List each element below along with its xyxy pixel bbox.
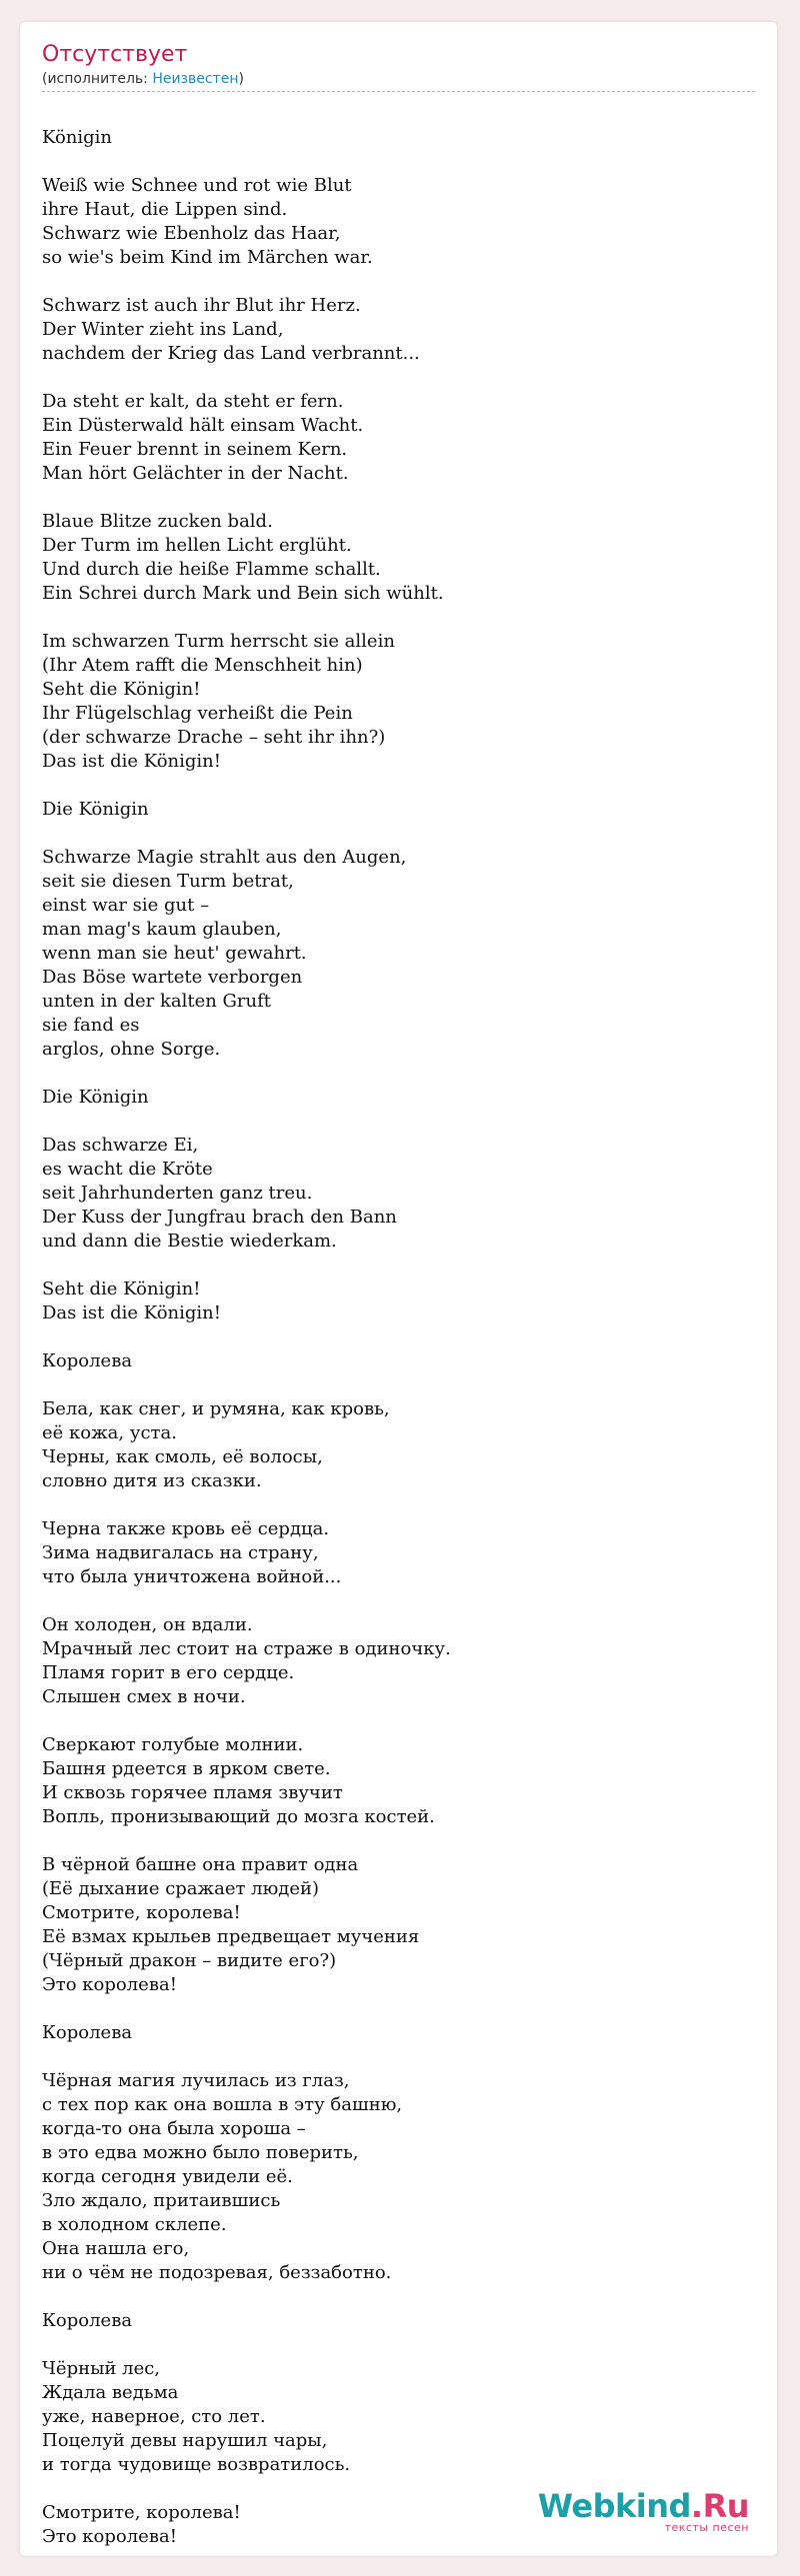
lyric-line: und dann die Bestie wiederkam.	[42, 1231, 337, 1252]
lyric-line: Мрачный лес стоит на страже в одиночку.	[42, 1638, 451, 1659]
lyric-line: (Её дыхание сражает людей)	[42, 1878, 320, 1899]
lyric-line: её кожа, уста.	[42, 1422, 177, 1443]
lyric-line: sie fand es	[42, 1015, 140, 1036]
lyric-line: Бела, как снег, и румяна, как кровь,	[42, 1398, 390, 1419]
stanza-break	[42, 1493, 755, 1517]
lyric-line: Das schwarze Ei,	[42, 1135, 199, 1156]
lyrics-card	[20, 22, 777, 2556]
lyric-line: В чёрной башне она правит одна	[42, 1854, 359, 1875]
logo-tagline: тексты песен	[664, 2521, 749, 2534]
lyric-line: в холодном склепе.	[42, 2214, 227, 2235]
stanza-break	[42, 774, 755, 798]
stanza-break	[42, 822, 755, 846]
stanza-break	[42, 1254, 755, 1278]
lyric-line: (der schwarze Drache – seht ihr ihn?)	[42, 727, 386, 748]
lyric-line: Он холоден, он вдали.	[42, 1614, 253, 1635]
lyric-line: ihre Haut, die Lippen sind.	[42, 199, 288, 220]
stanza-break	[42, 606, 755, 630]
lyric-line: Чёрный лес,	[42, 2358, 161, 2379]
artist-link[interactable]: Неизвестен	[152, 71, 239, 87]
stanza-break	[42, 1589, 755, 1613]
lyric-line: с тех пор как она вошла в эту башню,	[42, 2094, 403, 2115]
lyric-line: Blaue Blitze zucken bald.	[42, 511, 273, 532]
lyric-line: Это королева!	[42, 2526, 177, 2547]
lyric-line: Weiß wie Schnee und rot wie Blut	[42, 175, 352, 196]
lyric-line: Смотрите, королева!	[42, 2502, 241, 2523]
lyric-line: И сквозь горячее пламя звучит	[42, 1782, 343, 1803]
lyric-line: Im schwarzen Turm herrscht sie allein	[42, 631, 395, 652]
lyric-line: Королева	[42, 2022, 133, 2043]
lyric-line: seit Jahrhunderten ganz treu.	[42, 1183, 313, 1204]
lyric-line: Das Böse wartete verborgen	[42, 967, 303, 988]
lyric-line: Seht die Königin!	[42, 1279, 201, 1299]
logo-wordmark	[538, 2489, 749, 2523]
stanza-break	[42, 1110, 755, 1134]
stanza-break	[42, 270, 755, 294]
stanza-break	[42, 1997, 755, 2021]
logo-tld: Ru	[702, 2487, 749, 2525]
lyric-line: Ein Feuer brennt in seinem Kern.	[42, 439, 348, 460]
lyric-line: ни о чём не подозревая, беззаботно.	[42, 2262, 392, 2283]
lyric-line: Da steht er kalt, da steht er fern.	[42, 391, 344, 412]
stanza-break	[42, 1829, 755, 1853]
lyric-line: Die Königin	[42, 1087, 149, 1108]
artist-prefix: (исполнитель:	[42, 71, 153, 87]
lyric-line: когда-то она была хороша –	[42, 2118, 306, 2139]
lyric-line: einst war sie gut –	[42, 895, 210, 916]
artist-line	[42, 70, 755, 92]
lyric-line: Ein Schrei durch Mark und Bein sich wühlt.	[42, 583, 444, 604]
lyric-line: (Ihr Atem rafft die Menschheit hin)	[42, 655, 363, 676]
lyric-line: (Чёрный дракон – видите его?)	[42, 1950, 337, 1971]
lyric-line: Königin	[42, 127, 113, 148]
stanza-break	[42, 2285, 755, 2309]
lyric-line: man mag's kaum glauben,	[42, 919, 282, 940]
lyric-line: Das ist die Königin!	[42, 1302, 221, 1323]
lyrics-text	[42, 126, 755, 2549]
lyric-line: Черна также кровь её сердца.	[42, 1518, 330, 1539]
lyric-line: Зима надвигалась на страну,	[42, 1542, 319, 1563]
lyric-line: Ein Düsterwald hält einsam Wacht.	[42, 415, 364, 436]
lyric-line: arglos, ohne Sorge.	[42, 1039, 221, 1060]
stanza-break	[42, 2045, 755, 2069]
lyric-line: Зло ждало, притаившись	[42, 2190, 281, 2211]
logo-dot: .	[690, 2487, 703, 2525]
lyric-line: Чёрная магия лучилась из глаз,	[42, 2070, 350, 2091]
lyric-line: Слышен смех в ночи.	[42, 1686, 246, 1707]
lyric-line: Сверкают голубые молнии.	[42, 1734, 304, 1755]
lyric-line: Die Königin	[42, 799, 149, 820]
lyric-line: Это королева!	[42, 1974, 177, 1995]
lyric-line: es wacht die Kröte	[42, 1159, 213, 1180]
lyric-line: Пламя горит в его сердце.	[42, 1662, 295, 1683]
lyric-line: и тогда чудовище возвратилось.	[42, 2454, 351, 2475]
lyric-line: Das ist die Königin!	[42, 751, 221, 772]
lyric-line: Вопль, пронизывающий до мозга костей.	[42, 1806, 435, 1827]
stanza-break	[42, 366, 755, 390]
stanza-break	[42, 1709, 755, 1733]
lyric-line: Schwarz wie Ebenholz das Haar,	[42, 223, 341, 244]
stanza-break	[42, 2333, 755, 2357]
lyric-line: Schwarz ist auch ihr Blut ihr Herz.	[42, 295, 361, 316]
lyric-line: Она нашла его,	[42, 2238, 190, 2259]
lyric-line: Поцелуй девы нарушил чары,	[42, 2430, 328, 2451]
lyric-line: словно дитя из сказки.	[42, 1470, 262, 1491]
lyric-line: в это едва можно было поверить,	[42, 2142, 359, 2163]
lyric-line: nachdem der Krieg das Land verbrannt...	[42, 343, 420, 364]
lyric-line: Seht die Königin!	[42, 679, 201, 700]
lyric-line: что была уничтожена войной...	[42, 1566, 342, 1587]
lyric-line: Der Winter zieht ins Land,	[42, 319, 284, 340]
lyric-line: Королева	[42, 2310, 133, 2331]
lyric-line: Башня рдеется в ярком свете.	[42, 1758, 331, 1779]
lyric-line: когда сегодня увидели её.	[42, 2166, 293, 2187]
lyric-line: Schwarze Magie strahlt aus den Augen,	[42, 847, 407, 868]
lyric-line: Смотрите, королева!	[42, 1902, 241, 1923]
lyric-line: уже, наверное, сто лет.	[42, 2406, 266, 2427]
artist-suffix: )	[238, 71, 244, 87]
webkind-logo[interactable]	[538, 2489, 749, 2534]
stanza-break	[42, 150, 755, 174]
song-header	[42, 42, 755, 92]
lyric-line: unten in der kalten Gruft	[42, 991, 272, 1012]
stanza-break	[42, 1325, 755, 1349]
stanza-break	[42, 1062, 755, 1086]
lyric-line: Der Turm im hellen Licht erglüht.	[42, 535, 352, 556]
logo-brand: Webkind	[537, 2487, 691, 2525]
lyric-line: Королева	[42, 1350, 133, 1371]
lyric-line: Man hört Gelächter in der Nacht.	[42, 463, 349, 484]
lyric-line: Ждала ведьма	[42, 2382, 179, 2403]
lyric-line: so wie's beim Kind im Märchen war.	[42, 247, 373, 268]
lyric-line: Der Kuss der Jungfrau brach den Bann	[42, 1207, 397, 1228]
stanza-break	[42, 1373, 755, 1397]
lyric-line: seit sie diesen Turm betrat,	[42, 871, 294, 892]
lyric-line: Ihr Flügelschlag verheißt die Pein	[42, 703, 353, 724]
lyric-line: Und durch die heiße Flamme schallt.	[42, 559, 381, 580]
stanza-break	[42, 486, 755, 510]
lyric-line: Черны, как смоль, её волосы,	[42, 1446, 323, 1467]
lyric-line: Её взмах крыльев предвещает мучения	[42, 1926, 420, 1947]
song-title: Отсутствует	[42, 42, 188, 67]
lyric-line: wenn man sie heut' gewahrt.	[42, 943, 307, 964]
